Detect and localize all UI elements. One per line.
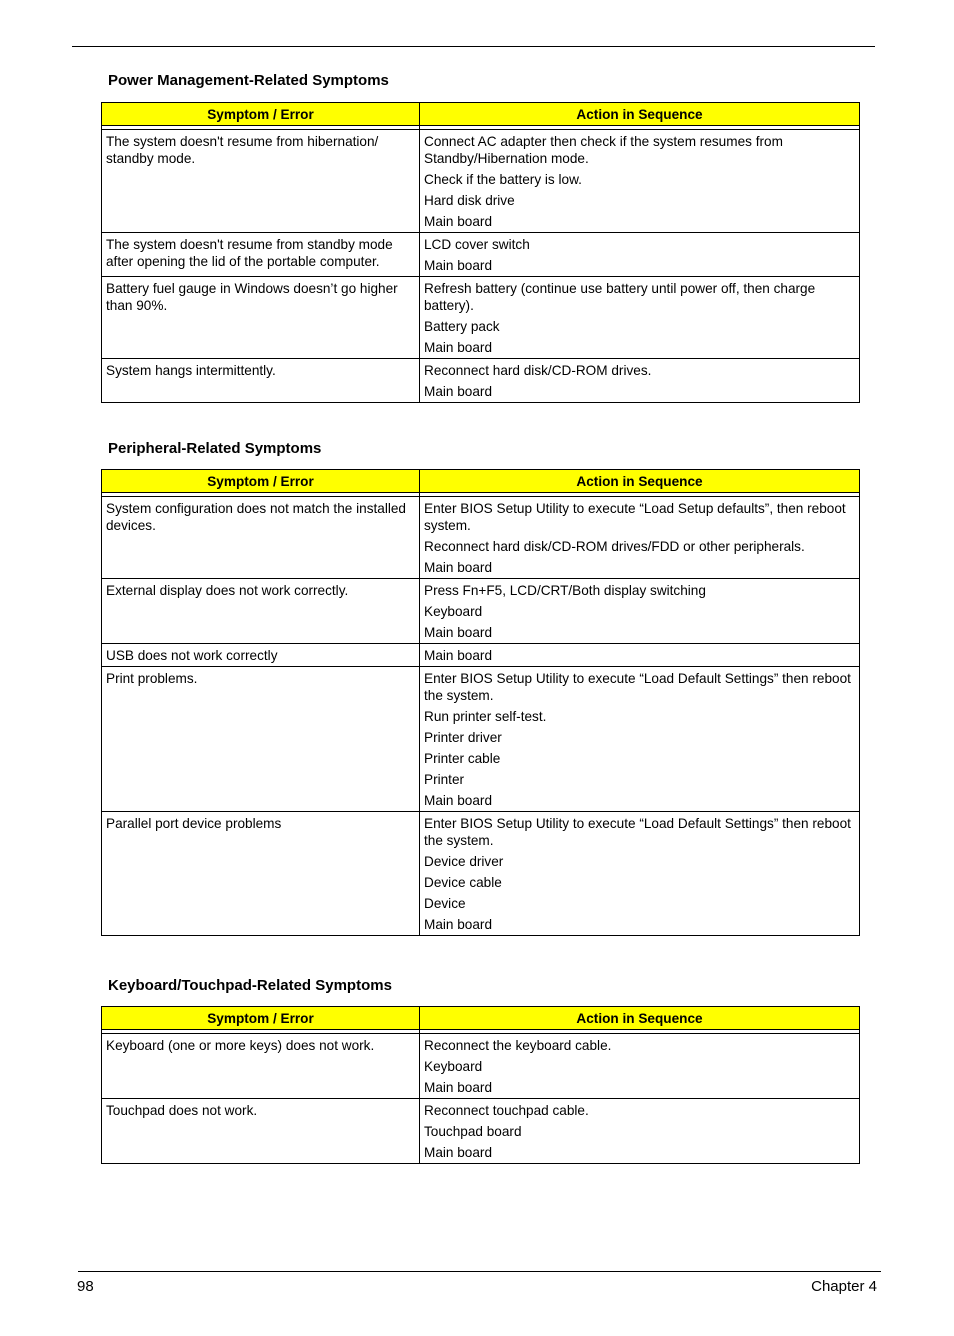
page-number: 98 [77,1278,94,1295]
footer-rule [78,1271,881,1272]
action-step: Printer [424,772,465,787]
action-step: Hard disk drive [424,193,515,208]
table-row [102,277,860,359]
action-step: Device cable [424,875,502,890]
action-step: Battery pack [424,319,500,334]
column-header-action: Action in Sequence [420,1007,860,1030]
action-cell [420,233,860,277]
column-header-action: Action in Sequence [420,470,860,493]
table-row [102,359,860,403]
action-cell [420,579,860,644]
chapter-label: Chapter 4 [811,1278,877,1295]
table-header-row [102,470,860,493]
symptom-cell: System hangs intermittently. [102,359,420,403]
action-step: Reconnect the keyboard cable. [424,1038,612,1053]
action-cell [420,667,860,812]
action-step: Printer driver [424,730,502,745]
table-row [102,233,860,277]
symptom-cell: Keyboard (one or more keys) does not work. [102,1034,420,1099]
section-title-power-management: Power Management-Related Symptoms [108,72,389,89]
action-step: Reconnect hard disk/CD-ROM drives/FDD or other peripherals. [424,539,805,554]
table-row [102,644,860,667]
peripheral-table [101,469,860,936]
symptom-cell: Parallel port device problems [102,812,420,936]
action-step: Refresh battery (continue use battery until power off, then charge battery). [424,281,816,313]
symptom-cell: External display does not work correctly. [102,579,420,644]
column-header-action: Action in Sequence [420,103,860,126]
action-step: Main board [424,384,493,399]
table-row [102,497,860,579]
action-step: Press Fn+F5, LCD/CRT/Both display switching [424,583,706,598]
column-header-symptom: Symptom / Error [102,103,420,126]
action-step: LCD cover switch [424,237,530,252]
table-row [102,579,860,644]
action-cell [420,812,860,936]
action-step: Main board [424,258,493,273]
action-cell [420,1099,860,1164]
symptom-cell: The system doesn't resume from standby mode after opening the lid of the portable computer. [102,233,420,277]
table-row [102,130,860,233]
symptom-cell: Touchpad does not work. [102,1099,420,1164]
table-header-row [102,103,860,126]
section-title-keyboard-touchpad: Keyboard/Touchpad-Related Symptoms [108,977,392,994]
section-title-peripheral: Peripheral-Related Symptoms [108,440,322,457]
action-step: Touchpad board [424,1124,522,1139]
action-cell [420,359,860,403]
power-management-table [101,102,860,403]
action-cell [420,1034,860,1099]
symptom-cell: Battery fuel gauge in Windows doesn’t go higher than 90%. [102,277,420,359]
action-step: Printer cable [424,751,501,766]
header-rule [72,46,875,47]
action-step: Main board [424,214,493,229]
action-cell [420,497,860,579]
table-row [102,812,860,936]
action-step: Check if the battery is low. [424,172,582,187]
table-header-row [102,1007,860,1030]
action-step: Main board [424,1080,493,1095]
action-cell [420,644,860,667]
column-header-symptom: Symptom / Error [102,470,420,493]
action-step: Run printer self-test. [424,709,547,724]
action-step: Main board [424,648,493,663]
symptom-cell: USB does not work correctly [102,644,420,667]
action-step: Enter BIOS Setup Utility to execute “Load Setup defaults”, then reboot system. [424,501,846,533]
action-step: Main board [424,340,493,355]
action-cell [420,130,860,233]
table-row [102,1034,860,1099]
symptom-cell: Print problems. [102,667,420,812]
action-step: Device [424,896,466,911]
table-row [102,1099,860,1164]
table-row [102,667,860,812]
action-cell [420,277,860,359]
keyboard-touchpad-table [101,1006,860,1164]
column-header-symptom: Symptom / Error [102,1007,420,1030]
action-step: Main board [424,1145,493,1160]
action-step: Main board [424,625,493,640]
action-step: Reconnect hard disk/CD-ROM drives. [424,363,652,378]
symptom-cell: System configuration does not match the installed devices. [102,497,420,579]
action-step: Reconnect touchpad cable. [424,1103,589,1118]
action-step: Connect AC adapter then check if the system resumes from Standby/Hibernation mode. [424,134,783,166]
action-step: Keyboard [424,604,483,619]
action-step: Keyboard [424,1059,483,1074]
action-step: Main board [424,560,493,575]
action-step: Device driver [424,854,504,869]
symptom-cell: The system doesn't resume from hibernation/ standby mode. [102,130,420,233]
action-step: Main board [424,917,493,932]
action-step: Enter BIOS Setup Utility to execute “Load Default Settings” then reboot the system. [424,671,851,703]
action-step: Enter BIOS Setup Utility to execute “Load Default Settings” then reboot the system. [424,816,851,848]
action-step: Main board [424,793,493,808]
